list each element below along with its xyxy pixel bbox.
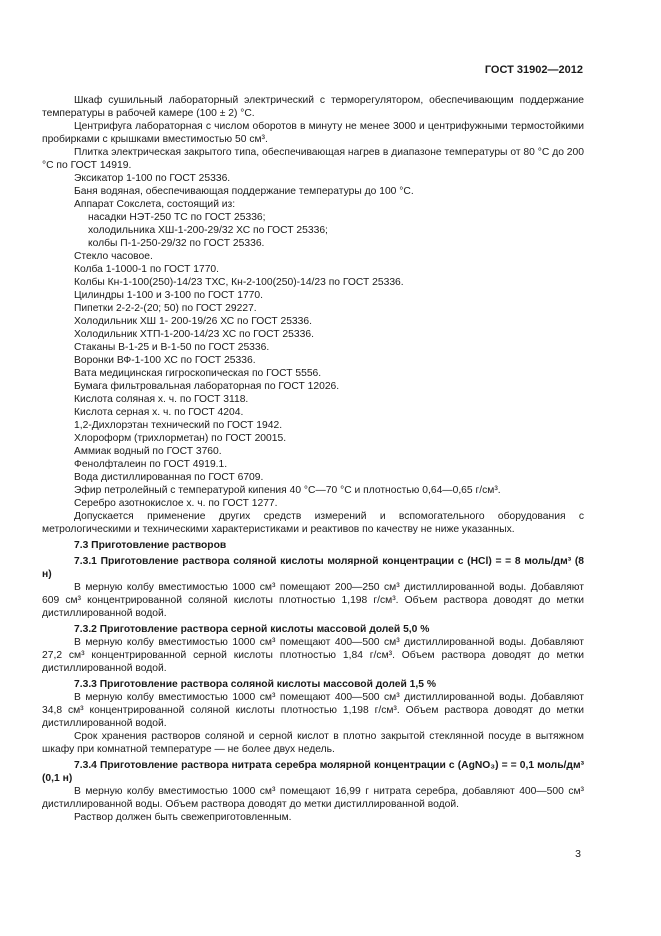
paragraph: Шкаф сушильный лабораторный электрический с терморегулятором, обеспечивающим поддержание температуры в рабочей камере (100 ± 2) °С. [42, 95, 584, 119]
list-item: Баня водяная, обеспечивающая поддержание температуры до 100 °С. [74, 186, 414, 197]
list-item: Цилиндры 1-100 и 3-100 по ГОСТ 1770. [74, 290, 263, 301]
list-item: Вата медицинская гигроскопическая по ГОСТ 5556. [74, 368, 322, 379]
section-heading: 7.3.4 Приготовление раствора нитрата серебра молярной концентрации с (AgNO₃) = = 0,1 моль/дм³ (0,1 н) [42, 760, 584, 784]
list-item: Фенолфталеин по ГОСТ 4919.1. [74, 459, 228, 470]
list-item: Колба 1-1000-1 по ГОСТ 1770. [74, 264, 220, 275]
list-item: Колбы Кн-1-100(250)-14/23 ТХС, Кн-2-100(250)-14/23 по ГОСТ 25336. [74, 277, 404, 288]
list-item: Кислота соляная х. ч. по ГОСТ 3118. [74, 394, 249, 405]
paragraph: В мерную колбу вместимостью 1000 см³ помещают 16,99 г нитрата серебра, добавляют 400—500 см³ дистиллированной воды. Объем раствора доводят до метки дистиллированной водой. [42, 786, 584, 810]
paragraph: В мерную колбу вместимостью 1000 см³ помещают 400—500 см³ дистиллированной воды. Добавляют 27,2 см³ концентрированной серной кислоты плотностью 1,84 г/см³. Объем раствора доводят до метки дистиллированной водой. [42, 637, 584, 674]
list-item: Вода дистиллированная по ГОСТ 6709. [74, 472, 264, 483]
document-id: ГОСТ 31902—2012 [484, 64, 583, 76]
section-heading: 7.3.1 Приготовление раствора соляной кислоты молярной концентрации с (HCl) = = 8 моль/дм³ (8 н) [42, 556, 584, 580]
section-heading: 7.3 Приготовление растворов [74, 540, 227, 551]
list-subitem: холодильника ХШ-1-200-29/32 ХС по ГОСТ 25336; [88, 225, 328, 236]
paragraph: Центрифуга лабораторная с числом оборотов в минуту не менее 3000 и центрифужными термостойкими пробирками с крышками вместимостью 50 см³. [42, 121, 584, 145]
paragraph: В мерную колбу вместимостью 1000 см³ помещают 400—500 см³ дистиллированной воды. Добавляют 34,8 см³ концентрированной соляной кислоты плотностью 1,198 г/см³. Объем раствора доводят до метки дистиллированной водой. [42, 692, 584, 729]
list-item: Эфир петролейный с температурой кипения 40 °С—70 °С и плотностью 0,64—0,65 г/см³. [74, 485, 501, 496]
list-subitem: колбы П-1-250-29/32 по ГОСТ 25336. [88, 238, 265, 249]
list-subitem: насадки НЭТ-250 ТС по ГОСТ 25336; [88, 212, 266, 223]
document-body [42, 94, 584, 824]
list-item: Бумага фильтровальная лабораторная по ГОСТ 12026. [74, 381, 340, 392]
list-item: Аммиак водный по ГОСТ 3760. [74, 446, 222, 457]
list-item: Пипетки 2-2-2-(20; 50) по ГОСТ 29227. [74, 303, 257, 314]
list-item: Кислота серная х. ч. по ГОСТ 4204. [74, 407, 244, 418]
section-heading: 7.3.3 Приготовление раствора соляной кислоты массовой долей 1,5 % [74, 679, 436, 690]
list-item: Стаканы В-1-25 и В-1-50 по ГОСТ 25336. [74, 342, 270, 353]
section-heading: 7.3.2 Приготовление раствора серной кислоты массовой долей 5,0 % [74, 624, 430, 635]
list-item: Хлороформ (трихлорметан) по ГОСТ 20015. [74, 433, 287, 444]
list-item: Стекло часовое. [74, 251, 153, 262]
paragraph: Раствор должен быть свежеприготовленным. [74, 812, 292, 823]
paragraph: Плитка электрическая закрытого типа, обеспечивающая нагрев в диапазоне температуры от 80 °С до 200 °С по ГОСТ 14919. [42, 147, 584, 171]
list-item: Аппарат Сокслета, состоящий из: [74, 199, 236, 210]
paragraph: В мерную колбу вместимостью 1000 см³ помещают 200—250 см³ дистиллированной воды. Добавляют 609 см³ концентрированной соляной кислоты плотностью 1,198 г/см³. Объем раствора доводят до метки дистиллированной водой. [42, 582, 584, 619]
list-item: 1,2-Дихлорэтан технический по ГОСТ 1942. [74, 420, 283, 431]
list-item: Эксикатор 1-100 по ГОСТ 25336. [74, 173, 231, 184]
page-number: 3 [575, 848, 581, 860]
list-item: Холодильник ХШ 1- 200-19/26 ХС по ГОСТ 25336. [74, 316, 312, 327]
list-item: Холодильник ХТП-1-200-14/23 ХС по ГОСТ 25336. [74, 329, 314, 340]
equipment-list [42, 172, 584, 510]
list-item: Серебро азотнокислое х. ч. по ГОСТ 1277. [74, 498, 278, 509]
note-paragraph: Допускается применение других средств измерений и вспомогательного оборудования с метрологическими и техническими характеристиками и реактивов по качеству не ниже указанных. [42, 511, 584, 535]
list-item: Воронки ВФ-1-100 ХС по ГОСТ 25336. [74, 355, 256, 366]
paragraph: Срок хранения растворов соляной и серной кислот в плотно закрытой стеклянной посуде в вытяжном шкафу при комнатной температуре — не более двух недель. [42, 731, 584, 755]
